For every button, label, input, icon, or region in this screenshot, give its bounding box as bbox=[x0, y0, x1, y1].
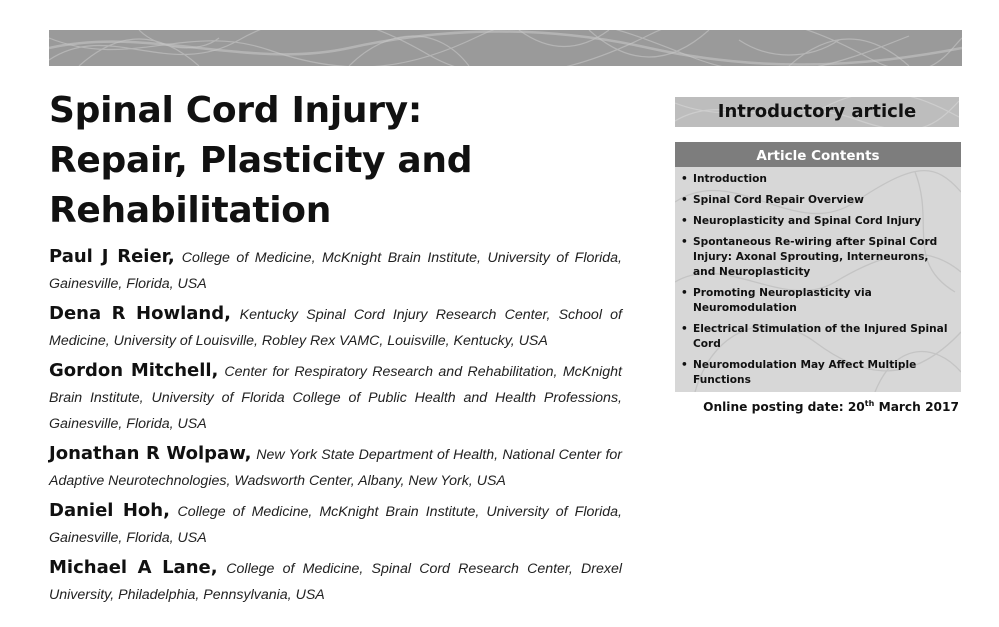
author-affiliation: College of Medicine, Spinal Cord Research Center, Drexel University, Philadelphia, Pennsylvania, USA bbox=[49, 561, 623, 603]
article-type-box bbox=[675, 97, 959, 127]
author-affiliation: Kentucky Spinal Cord Injury Research Center, School of Medicine, University of Louisville, Robley Rex VAMC, Louisville, Kentucky, USA bbox=[49, 307, 623, 349]
header-banner bbox=[49, 30, 962, 66]
bullet-icon: • bbox=[681, 173, 688, 185]
contents-item[interactable] bbox=[681, 286, 953, 316]
bullet-icon: • bbox=[681, 323, 688, 335]
contents-header: Article Contents bbox=[675, 142, 961, 167]
contents-item[interactable] bbox=[681, 214, 953, 229]
author-name: Paul J Reier, bbox=[49, 246, 175, 267]
posting-date-label: Online posting date: 20 bbox=[703, 400, 865, 415]
author-affiliation: College of Medicine, McKnight Brain Institute, University of Florida, Gainesville, Florida, USA bbox=[49, 250, 622, 292]
article-type-label: Introductory article bbox=[717, 101, 917, 122]
bullet-icon: • bbox=[681, 359, 688, 371]
contents-item-label: Electrical Stimulation of the Injured Spinal Cord bbox=[693, 323, 948, 350]
article-contents-box bbox=[675, 142, 961, 392]
author-name: Daniel Hoh, bbox=[49, 500, 170, 521]
author-name: Jonathan R Wolpaw, bbox=[49, 443, 252, 464]
contents-item-label: Promoting Neuroplasticity via Neuromodulation bbox=[693, 287, 872, 314]
author-affiliation: Center for Respiratory Research and Rehabilitation, McKnight Brain Institute, University of Florida College of Public Health and Health Professions, Gainesville, Florida, USA bbox=[49, 364, 622, 432]
contents-item[interactable] bbox=[681, 172, 953, 187]
bullet-icon: • bbox=[681, 194, 688, 206]
contents-item-label: Neuromodulation May Affect Multiple Functions bbox=[693, 359, 917, 386]
article-title bbox=[49, 86, 609, 236]
online-posting-date bbox=[703, 394, 959, 417]
author-entry bbox=[49, 497, 622, 551]
contents-item[interactable] bbox=[681, 193, 953, 208]
contents-item-label: Introduction bbox=[693, 173, 767, 185]
contents-item[interactable] bbox=[681, 358, 953, 388]
title-line: Repair, Plasticity and bbox=[49, 140, 473, 181]
bullet-icon: • bbox=[681, 215, 688, 227]
posting-date-month-year: March 2017 bbox=[874, 400, 959, 415]
author-entry bbox=[49, 243, 622, 297]
author-affiliation: College of Medicine, McKnight Brain Institute, University of Florida, Gainesville, Florida, USA bbox=[49, 504, 622, 546]
title-line: Rehabilitation bbox=[49, 190, 332, 231]
author-entry bbox=[49, 300, 622, 354]
author-name: Michael A Lane, bbox=[49, 557, 218, 578]
bullet-icon: • bbox=[681, 236, 688, 248]
author-name: Gordon Mitchell, bbox=[49, 360, 219, 381]
contents-item-label: Spontaneous Re-wiring after Spinal Cord Injury: Axonal Sprouting, Interneurons, and Neuroplasticity bbox=[693, 236, 938, 278]
author-affiliation: New York State Department of Health, National Center for Adaptive Neurotechnologies, Wadsworth Center, Albany, New York, USA bbox=[49, 447, 623, 489]
contents-list bbox=[675, 167, 961, 392]
author-entry bbox=[49, 357, 622, 437]
title-line: Spinal Cord Injury: bbox=[49, 90, 422, 131]
author-entry bbox=[49, 554, 622, 608]
contents-item[interactable] bbox=[681, 235, 953, 280]
author-list bbox=[49, 243, 622, 611]
author-name: Dena R Howland, bbox=[49, 303, 231, 324]
author-entry bbox=[49, 440, 622, 494]
swirl-pattern-icon bbox=[49, 30, 962, 66]
bullet-icon: • bbox=[681, 287, 688, 299]
posting-date-suffix: th bbox=[864, 399, 875, 408]
contents-item-label: Spinal Cord Repair Overview bbox=[693, 194, 864, 206]
contents-item[interactable] bbox=[681, 322, 953, 352]
contents-item-label: Neuroplasticity and Spinal Cord Injury bbox=[693, 215, 922, 227]
